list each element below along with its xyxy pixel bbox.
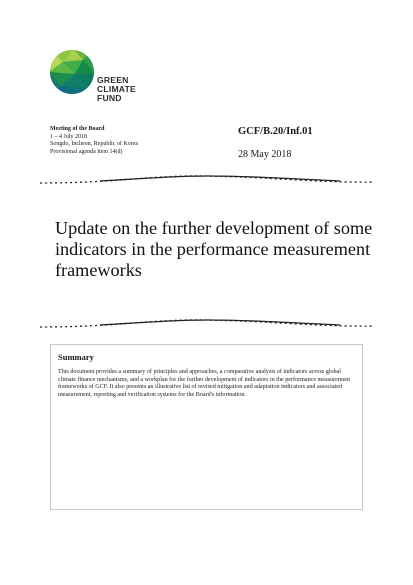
document-reference: GCF/B.20/Inf.01 (238, 126, 313, 137)
logo-line-green: GREEN (97, 75, 129, 85)
logo-wordmark (97, 76, 157, 103)
meeting-dates: 1 – 4 July 2018 (50, 133, 88, 140)
logo-line-fund: FUND (97, 93, 122, 103)
summary-text: This document provides a summary of principles and approaches, a comparative analysis of indicators across global climate finance mechanisms, and a workplan for the further development of indicators in the performance measurement frameworks of GCF. It also presents an illustrative list of revised mitigation and adaptation indicators and associated measurement, reporting and verification systems for the Board's information. (58, 369, 351, 399)
meeting-agenda-item: Provisional agenda item 14(d) (50, 148, 123, 155)
meeting-location: Songdo, Incheon, Republic of Korea (50, 141, 138, 148)
document-date: 28 May 2018 (238, 149, 292, 160)
document-title: Update on the further development of some indicators in the performance measurement frameworks (55, 218, 373, 280)
summary-box (50, 344, 363, 510)
globe-logo-icon (49, 48, 95, 96)
meeting-info (50, 126, 210, 156)
top-wave-divider (40, 174, 374, 186)
logo-line-climate: CLIMATE (97, 84, 136, 94)
meeting-title: Meeting of the Board (50, 126, 105, 132)
gcf-logo (49, 48, 149, 110)
bottom-wave-divider (40, 318, 374, 330)
summary-heading: Summary (58, 352, 94, 362)
